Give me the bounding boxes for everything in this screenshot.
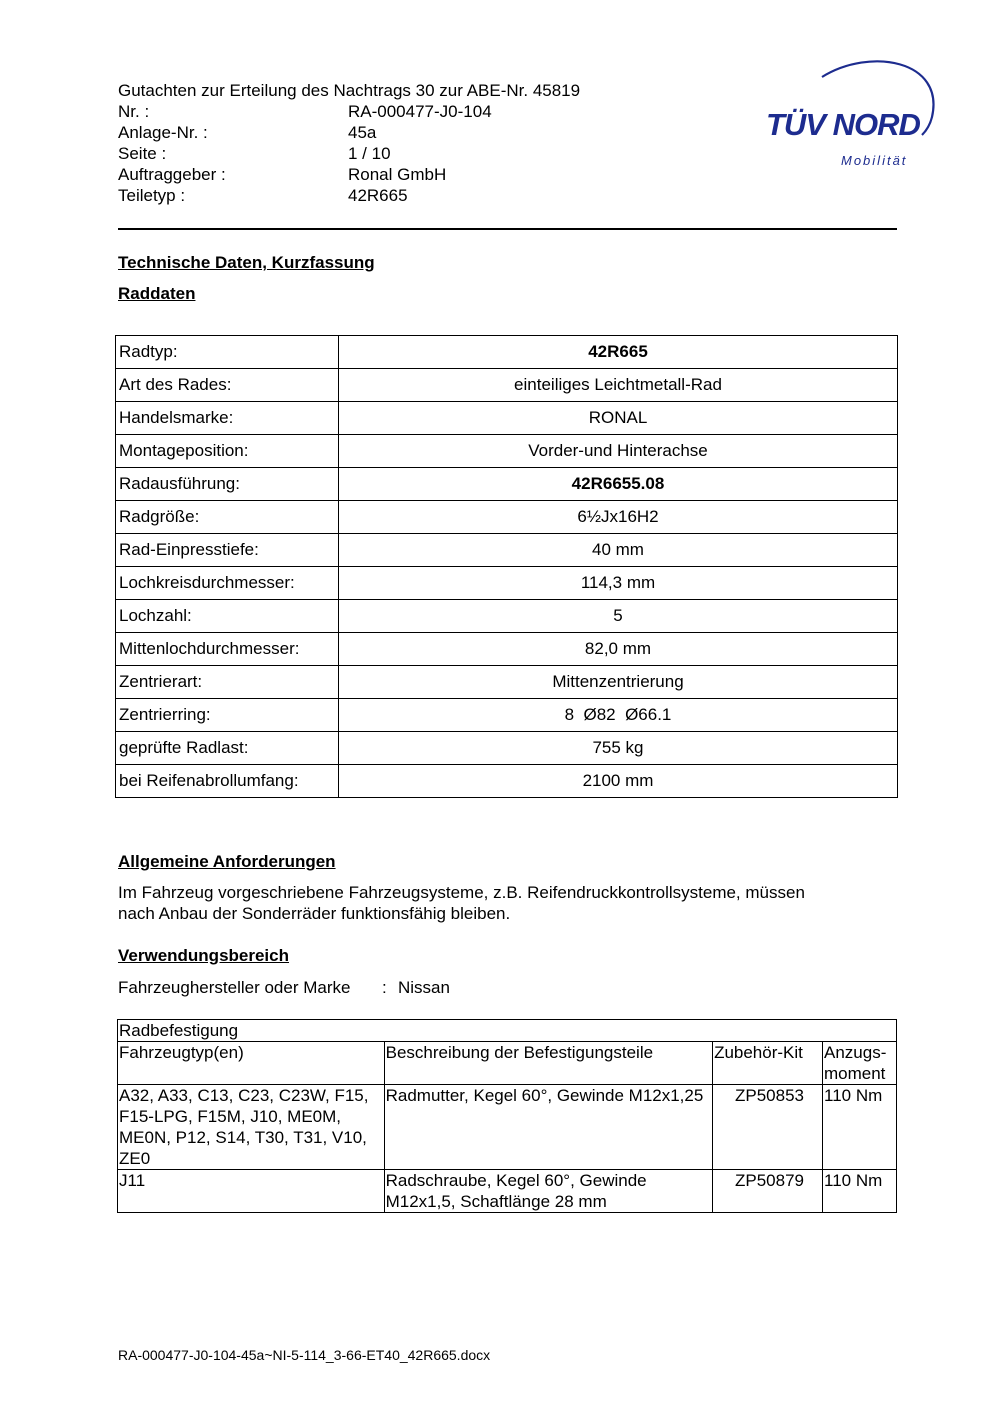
table-row — [116, 369, 898, 402]
hersteller-line — [118, 977, 898, 998]
table-row — [116, 732, 898, 765]
row-value: einteiliges Leichtmetall-Rad — [339, 369, 898, 402]
allgemein-line-1: Im Fahrzeug vorgeschriebene Fahrzeugsysteme, z.B. Reifendruckkontrollsysteme, müssen — [118, 883, 805, 902]
row-label: bei Reifenabrollumfang: — [116, 765, 339, 798]
header-field-label: Seite : — [118, 144, 167, 163]
row-value: 8 Ø82 Ø66.1 — [339, 699, 898, 732]
row-label: Montageposition: — [116, 435, 339, 468]
document-title-text: Gutachten zur Erteilung des Nachtrags 30 zur ABE-Nr. 45819 — [118, 81, 581, 100]
row-label: Radgröße: — [116, 501, 339, 534]
header-field-value: 1 / 10 — [348, 144, 391, 163]
footer-filename: RA-000477-J0-104-45a~NI-5-114_3-66-ET40_42R665.docx — [118, 1347, 491, 1363]
row-value: Mittenzentrierung — [339, 666, 898, 699]
table-row — [118, 1170, 897, 1213]
table-row — [116, 336, 898, 369]
table-row — [116, 468, 898, 501]
hersteller-value: Nissan — [398, 978, 450, 997]
row-value: 2100 mm — [339, 765, 898, 798]
header-field-label: Anlage-Nr. : — [118, 123, 208, 142]
table-row — [118, 1085, 897, 1170]
row-value: Vorder-und Hinterachse — [339, 435, 898, 468]
logo-arc-icon — [760, 55, 945, 175]
row-value: 114,3 mm — [339, 567, 898, 600]
row-label: Lochkreisdurchmesser: — [116, 567, 339, 600]
tuv-nord-logo — [760, 55, 945, 175]
table-row — [116, 765, 898, 798]
section-title-allgemeine-anforderungen: Allgemeine Anforderungen — [118, 852, 336, 871]
row-value: 5 — [339, 600, 898, 633]
row-label: Radausführung: — [116, 468, 339, 501]
cell-fahrzeugtypen: J11 — [118, 1170, 385, 1213]
row-label: geprüfte Radlast: — [116, 732, 339, 765]
radbefestigung-table — [117, 1019, 897, 1213]
header-divider — [118, 228, 897, 230]
column-header: Anzugs- moment — [823, 1042, 897, 1085]
row-value: 42R6655.08 — [339, 468, 898, 501]
cell-anzugsmoment: 110 Nm — [823, 1170, 897, 1213]
row-label: Zentrierring: — [116, 699, 339, 732]
column-header: Beschreibung der Befestigungsteile — [384, 1042, 712, 1085]
raddaten-table — [115, 335, 898, 798]
table-row — [116, 699, 898, 732]
row-label: Mittenlochdurchmesser: — [116, 633, 339, 666]
row-value: RONAL — [339, 402, 898, 435]
row-value: 82,0 mm — [339, 633, 898, 666]
section-title-verwendungsbereich: Verwendungsbereich — [118, 946, 289, 965]
column-header: Fahrzeugtyp(en) — [118, 1042, 385, 1085]
table-row — [116, 600, 898, 633]
row-label: Radtyp: — [116, 336, 339, 369]
allgemein-line-2: nach Anbau der Sonderräder funktionsfähig bleiben. — [118, 904, 511, 923]
row-value: 6½Jx16H2 — [339, 501, 898, 534]
table-title-row — [118, 1020, 897, 1042]
header-field-value: 42R665 — [348, 186, 408, 205]
table-row — [116, 633, 898, 666]
hersteller-separator: : — [382, 978, 387, 997]
cell-zubehoer-kit: ZP50879 — [713, 1170, 823, 1213]
table-row — [116, 435, 898, 468]
row-label: Handelsmarke: — [116, 402, 339, 435]
section-title-raddaten: Raddaten — [118, 284, 196, 303]
header-field-value: 45a — [348, 123, 377, 142]
table-header-row — [118, 1042, 897, 1085]
logo-brand: TÜV NORD — [766, 107, 920, 142]
hersteller-label: Fahrzeughersteller oder Marke — [118, 978, 351, 997]
row-label: Lochzahl: — [116, 600, 339, 633]
table-row — [116, 567, 898, 600]
header-field-label: Teiletyp : — [118, 186, 186, 205]
table-row — [116, 402, 898, 435]
row-value: 40 mm — [339, 534, 898, 567]
header-field-label: Auftraggeber : — [118, 165, 226, 184]
cell-fahrzeugtypen: A32, A33, C13, C23, C23W, F15, F15-LPG, F15M, J10, ME0M, ME0N, P12, S14, T30, T31, V10, ZE0 — [118, 1085, 385, 1170]
header-field-value: Ronal GmbH — [348, 165, 447, 184]
allgemein-paragraph — [118, 882, 898, 924]
row-value: 42R665 — [339, 336, 898, 369]
header-field-label: Nr. : — [118, 102, 150, 121]
table-row — [116, 501, 898, 534]
table-row — [116, 666, 898, 699]
table-row — [116, 534, 898, 567]
section-title-technische-daten: Technische Daten, Kurzfassung — [118, 253, 375, 272]
cell-zubehoer-kit: ZP50853 — [713, 1085, 823, 1170]
cell-beschreibung: Radmutter, Kegel 60°, Gewinde M12x1,25 — [384, 1085, 712, 1170]
cell-beschreibung: Radschraube, Kegel 60°, Gewinde M12x1,5, Schaftlänge 28 mm — [384, 1170, 712, 1213]
header-field-value: RA-000477-J0-104 — [348, 102, 492, 121]
column-header: Zubehör-Kit — [713, 1042, 823, 1085]
cell-anzugsmoment: 110 Nm — [823, 1085, 897, 1170]
row-value: 755 kg — [339, 732, 898, 765]
row-label: Art des Rades: — [116, 369, 339, 402]
logo-tagline: Mobilität — [841, 153, 908, 168]
table-title: Radbefestigung — [118, 1020, 897, 1042]
row-label: Zentrierart: — [116, 666, 339, 699]
row-label: Rad-Einpresstiefe: — [116, 534, 339, 567]
